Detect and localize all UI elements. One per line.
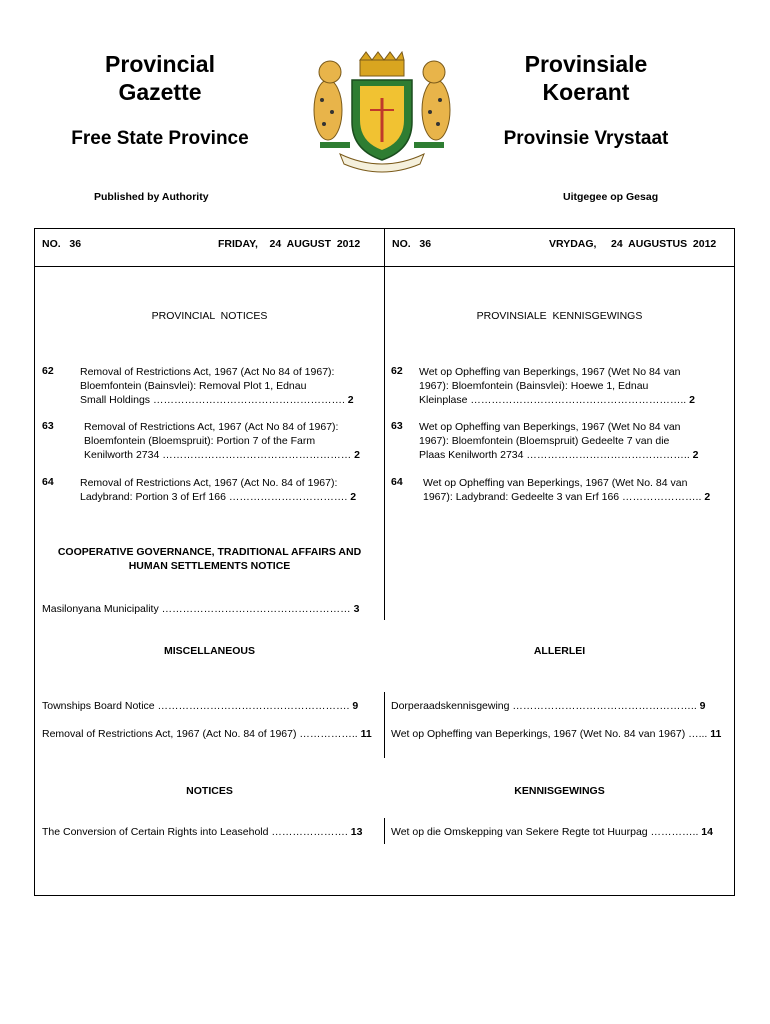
right-issue-no: NO. 36 <box>392 238 432 250</box>
misc-left-removal: Removal of Restrictions Act, 1967 (Act No. 84 of 1967) …………….. 11 <box>42 728 372 740</box>
left-entry-62-num: 62 <box>42 365 54 377</box>
frame-bottom <box>34 895 735 896</box>
left-authority: Published by Authority <box>94 191 209 203</box>
right-entry-63: Wet op Opheffing van Beperkings, 1967 (Wet No 84 van 1967): Bloemfontein (Bloemspruit) Gedeelte 7 van die Plaas Kenilworth 2734 ……………………………………….. 2 <box>419 421 699 461</box>
right-entry-62-num: 62 <box>391 365 403 377</box>
section-miscellaneous: MISCELLANEOUS <box>163 645 255 657</box>
left-title: Provincial Gazette <box>105 51 215 105</box>
misc-right-dorperaad: Dorperaadskennisgewing …………………………………………….. 9 <box>391 700 706 712</box>
left-entry-63: Removal of Restrictions Act, 1967 (Act No 84 of 1967): Bloemfontein (Bloemspruit): Portion 7 of the Farm Kenilworth 2734 ……………………………………………… 2 <box>84 421 360 461</box>
left-entry-64-num: 64 <box>42 476 54 488</box>
left-entry-62: Removal of Restrictions Act, 1967 (Act No 84 of 1967): Bloemfontein (Bainsvlei): Removal Plot 1, Ednau Small Holdings ………………………………………………. 2 <box>80 366 354 406</box>
right-entry-62: Wet op Opheffing van Beperkings, 1967 (Wet No 84 van 1967): Bloemfontein (Bainsvlei): Hoewe 1, Ednau Kleinplase …………………………………………………….. 2 <box>419 366 695 406</box>
notices-left-entry: The Conversion of Certain Rights into Leasehold …………………. 13 <box>42 826 363 838</box>
right-province: Provinsie Vrystaat <box>503 128 669 149</box>
left-issue-date: FRIDAY, 24 AUGUST 2012 <box>218 238 361 250</box>
misc-right-wet: Wet op Opheffing van Beperkings, 1967 (Wet No. 84 van 1967) …... 11 <box>391 728 722 740</box>
right-entry-64: Wet op Opheffing van Beperkings, 1967 (Wet No. 84 van 1967): Ladybrand: Gedeelte 3 van Erf 166 ………………….. 2 <box>423 477 711 503</box>
frame-center-lower <box>384 692 385 758</box>
frame-center <box>384 228 385 620</box>
left-issue-no: NO. 36 <box>42 238 82 250</box>
section-kennisgewings: KENNISGEWINGS <box>514 785 605 797</box>
left-province: Free State Province <box>71 128 249 149</box>
notices-right-entry: Wet op die Omskepping van Sekere Regte tot Huurpag ………….. 14 <box>391 826 713 838</box>
right-authority: Uitgegee op Gesag <box>563 191 659 203</box>
right-entry-64-num: 64 <box>391 476 403 488</box>
section-cogta: COOPERATIVE GOVERNANCE, TRADITIONAL AFFAIRS AND HUMAN SETTLEMENTS NOTICE <box>57 546 362 572</box>
section-notices: NOTICES <box>186 785 233 797</box>
coat-of-arms-icon <box>300 50 464 174</box>
section-provinsiale-kennisgewings: PROVINSIALE KENNISGEWINGS <box>476 310 643 322</box>
frame-right <box>734 228 735 896</box>
right-issue-date: VRYDAG, 24 AUGUSTUS 2012 <box>549 238 717 250</box>
left-entry-63-num: 63 <box>42 420 54 432</box>
right-title: Provinsiale Koerant <box>524 51 648 105</box>
section-allerlei: ALLERLEI <box>533 645 586 657</box>
misc-left-townships: Townships Board Notice ………………………………………………. 9 <box>42 700 359 712</box>
section-provincial-notices: PROVINCIAL NOTICES <box>151 310 268 322</box>
frame-center-bottom <box>384 818 385 844</box>
cogta-entry: Masilonyana Municipality ……………………………………………… 3 <box>42 603 360 615</box>
left-entry-64: Removal of Restrictions Act, 1967 (Act No. 84 of 1967): Ladybrand: Portion 3 of Erf 166 ……………………………. 2 <box>80 477 357 503</box>
right-entry-63-num: 63 <box>391 420 403 432</box>
